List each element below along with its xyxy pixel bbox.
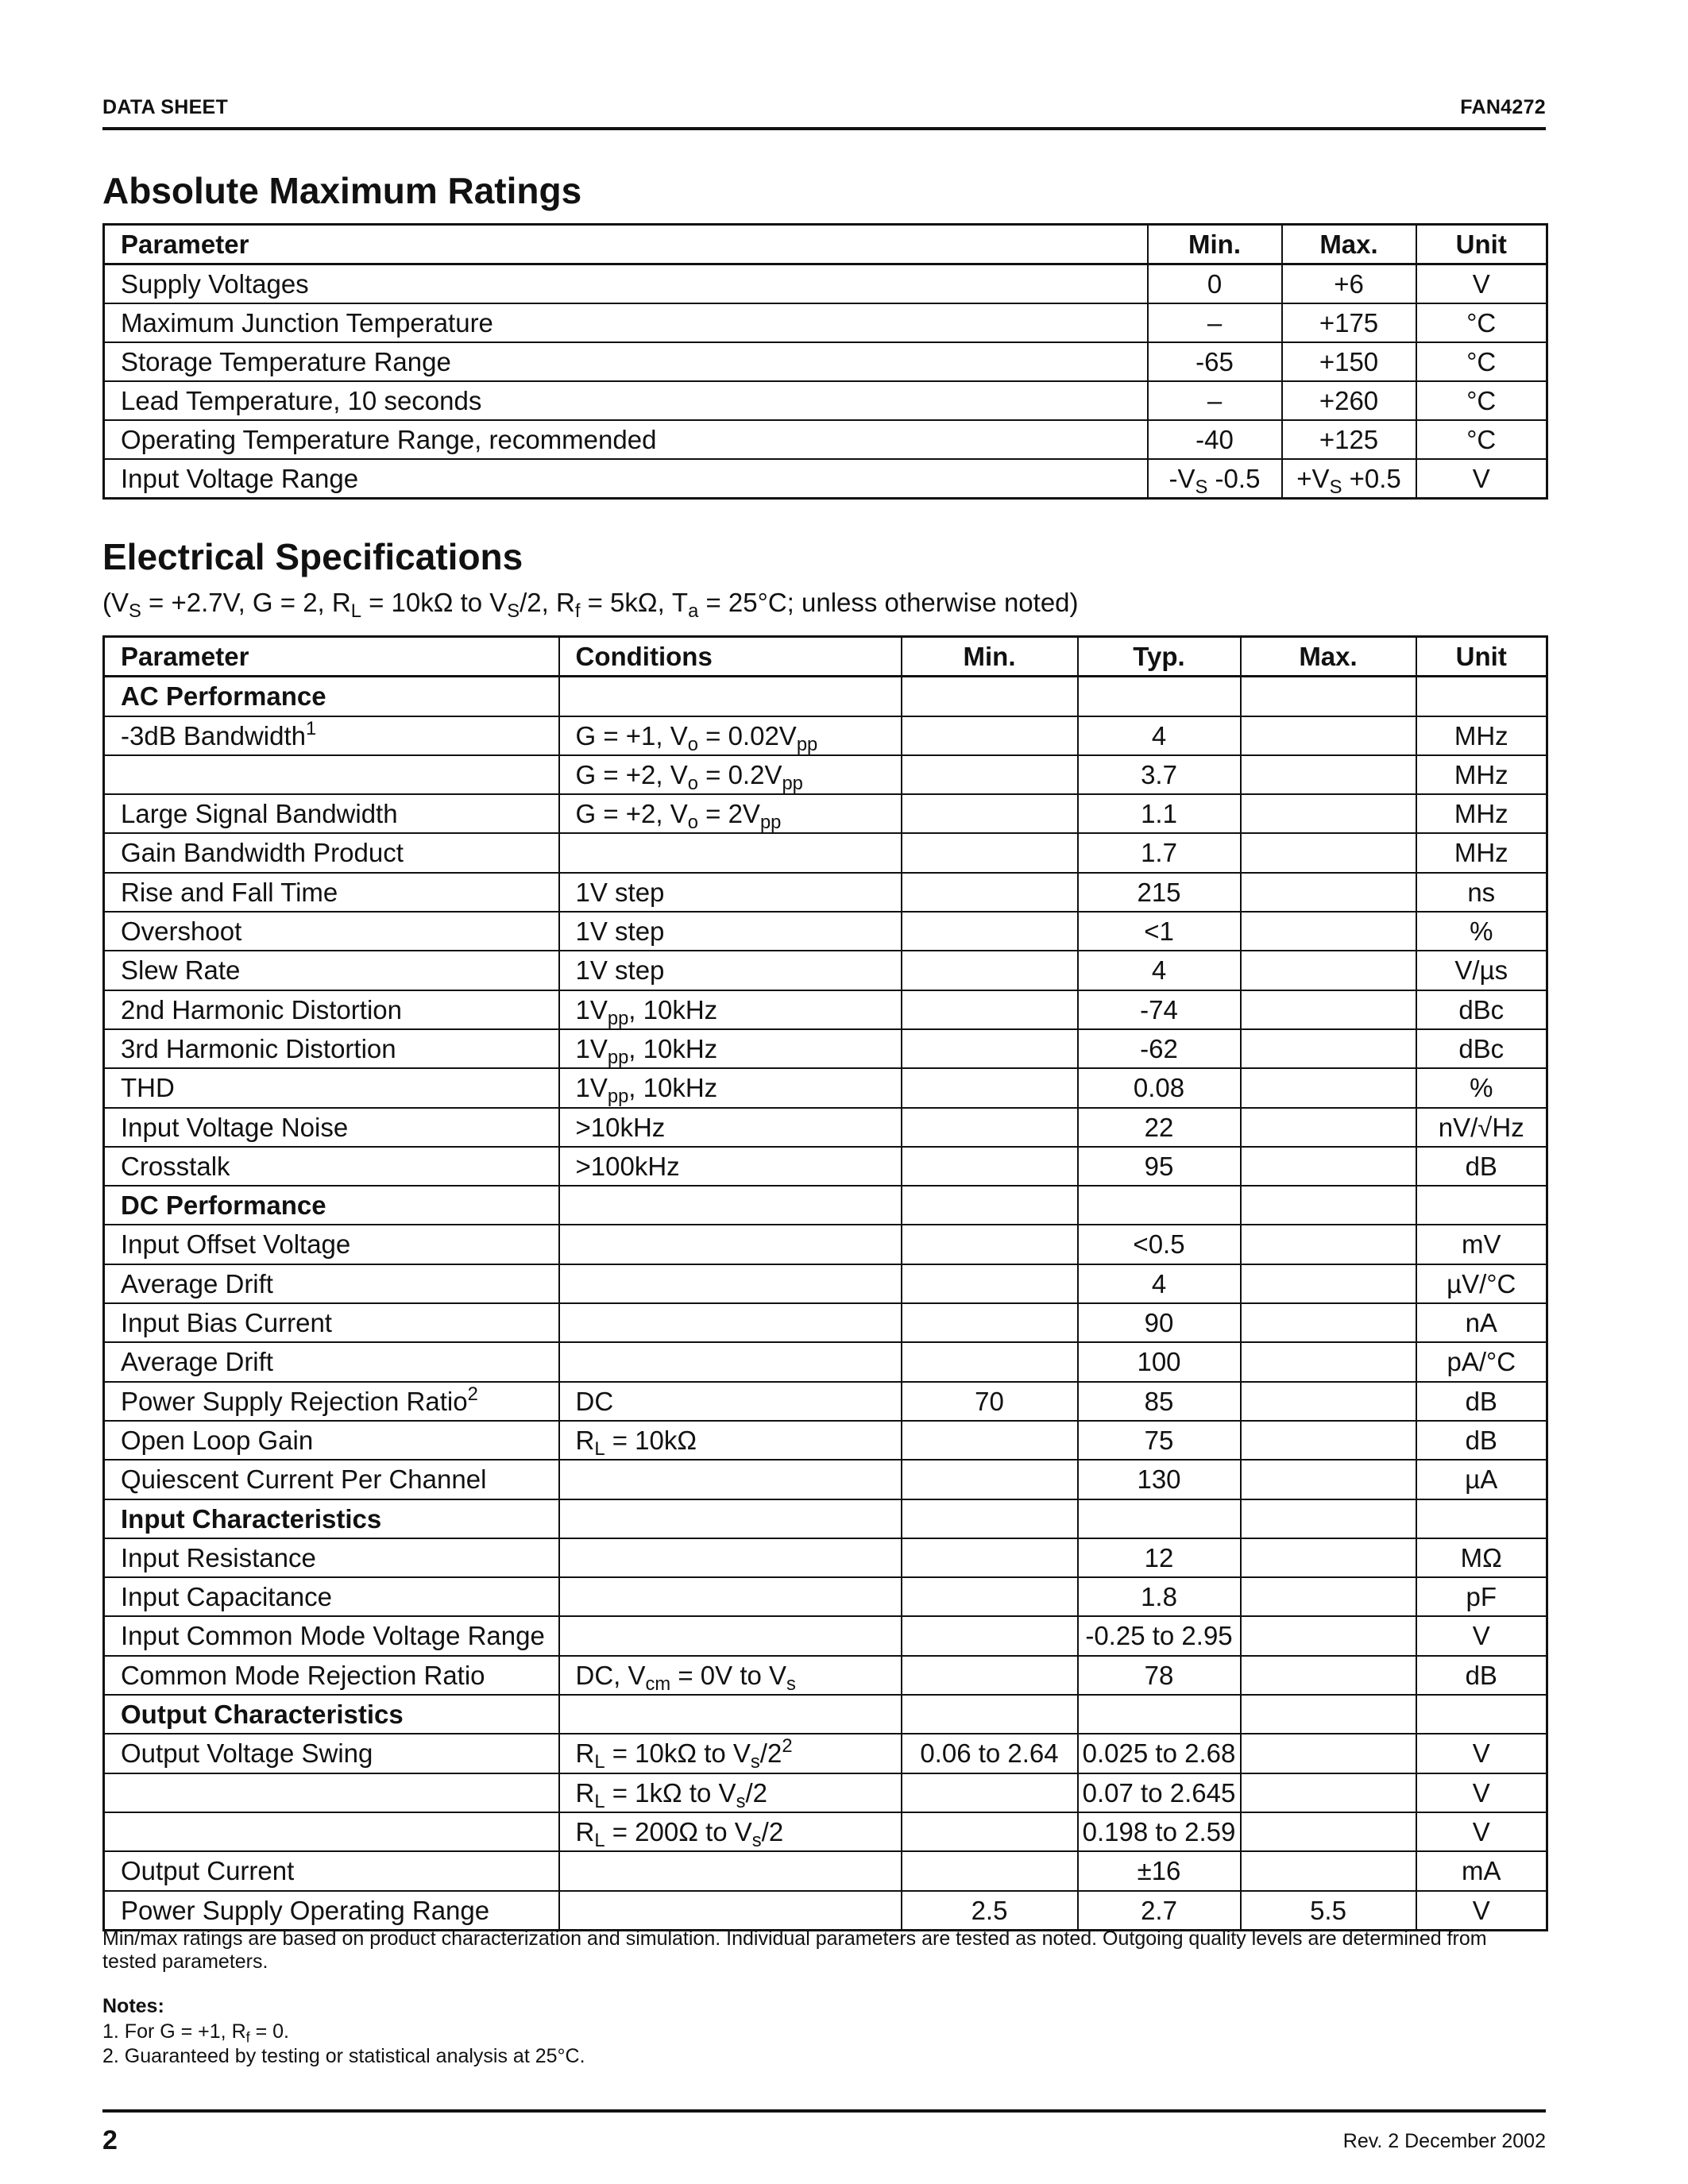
elec-row: [104, 794, 1547, 833]
elec-cell: [559, 677, 902, 716]
elec-cell: 1.7: [1078, 833, 1241, 872]
elec-cell: $1V_{pp}$, 10kHz: [559, 990, 902, 1029]
elec-row: [104, 1538, 1547, 1577]
elec-cell: Overshoot: [104, 912, 559, 951]
elec-cell: V: [1416, 1616, 1547, 1655]
elec-cell: [1078, 1186, 1241, 1225]
elec-cell: [902, 794, 1078, 833]
elec-cell: %: [1416, 1068, 1547, 1107]
elec-cell: Quiescent Current Per Channel: [104, 1460, 559, 1499]
elec-cell: MHz: [1416, 716, 1547, 755]
elec-cell: Input Bias Current: [104, 1303, 559, 1342]
elec-cell: [1241, 1734, 1416, 1773]
elec-cell: 0.198 to 2.59: [1078, 1812, 1241, 1851]
abs-max-table: [102, 223, 1548, 500]
abs-cell: °C: [1416, 303, 1547, 342]
elec-cell: [1241, 1186, 1416, 1225]
elec-row: [104, 1264, 1547, 1303]
elec-cell: 1V step: [559, 951, 902, 990]
notes-heading: Notes:: [102, 1995, 164, 2017]
ratings-footnote: Min/max ratings are based on product characterization and simulation. Individual parameters are tested as noted. Outgoing quality levels are determined from tested parameters.: [102, 1927, 1487, 1973]
elec-cell: [559, 1225, 902, 1264]
abs-cell: °C: [1416, 342, 1547, 381]
elec-row: [104, 1616, 1547, 1655]
elec-cell: [1416, 677, 1547, 716]
elec-cell: dBc: [1416, 990, 1547, 1029]
elec-cell: 3.7: [1078, 755, 1241, 794]
abs-row: [104, 459, 1547, 499]
abs-cell: +150: [1282, 342, 1416, 381]
elec-row: [104, 1342, 1547, 1381]
elec-cell: [902, 1577, 1078, 1616]
elec-cell: [902, 1538, 1078, 1577]
elec-cell: dB: [1416, 1421, 1547, 1460]
elec-cell: mA: [1416, 1851, 1547, 1890]
elec-cell: ns: [1416, 873, 1547, 912]
elec-cell: [559, 1303, 902, 1342]
elec-cell: [902, 1499, 1078, 1538]
elec-cell: [902, 912, 1078, 951]
elec-cell: dB: [1416, 1382, 1547, 1421]
elec-spec-conditions: ($V_S = +2.7V$, G = 2, $R_L = 10k\Omega$ to $V_S/2$, $R_f = 5k\Omega$, $T_a = 25^\circ C$; unless otherwise noted): [102, 588, 1079, 623]
elec-row: [104, 1734, 1547, 1773]
elec-cell: dB: [1416, 1147, 1547, 1186]
elec-cell: [1416, 1695, 1547, 1734]
elec-cell: [559, 1891, 902, 1931]
header-part-number: FAN4272: [1460, 96, 1546, 118]
elec-cell: [1241, 1812, 1416, 1851]
elec-cell: V: [1416, 1812, 1547, 1851]
abs-cell: 0: [1148, 264, 1282, 304]
elec-cell: Power Supply Operating Range: [104, 1891, 559, 1931]
elec-cell: [902, 1147, 1078, 1186]
elec-cell: [559, 1342, 902, 1381]
elec-cell: [1241, 716, 1416, 755]
elec-cell: [1241, 873, 1416, 912]
elec-cell: nA: [1416, 1303, 1547, 1342]
elec-cell: [1416, 1186, 1547, 1225]
elec-cell: 5.5: [1241, 1891, 1416, 1931]
elec-cell: Output Voltage Swing: [104, 1734, 559, 1773]
note-2: 2. Guaranteed by testing or statistical analysis at 25°C.: [102, 2045, 585, 2067]
elec-cell: V: [1416, 1891, 1547, 1931]
elec-cell: [902, 873, 1078, 912]
elec-cell: V: [1416, 1773, 1547, 1812]
elec-cell: [1241, 1773, 1416, 1812]
elec-cell: Large Signal Bandwidth: [104, 794, 559, 833]
abs-col-parameter: Parameter: [104, 225, 1148, 264]
elec-cell: [104, 1812, 559, 1851]
elec-cell: 2nd Harmonic Distortion: [104, 990, 559, 1029]
elec-row: [104, 1577, 1547, 1616]
elec-row: [104, 990, 1547, 1029]
elec-col-unit: Unit: [1416, 637, 1547, 677]
footer-divider: [102, 2109, 1546, 2113]
elec-cell: DC, $V_{cm} = 0V$ to $V_s$: [559, 1656, 902, 1695]
elec-cell: 12: [1078, 1538, 1241, 1577]
elec-cell: [902, 1851, 1078, 1890]
elec-cell: -3dB Bandwidth$^1$: [104, 716, 559, 755]
elec-cell: [1241, 1421, 1416, 1460]
elec-row: [104, 1029, 1547, 1068]
elec-cell: AC Performance: [104, 677, 559, 716]
abs-cell: Operating Temperature Range, recommended: [104, 420, 1148, 459]
elec-cell: 0.06 to 2.64: [902, 1734, 1078, 1773]
elec-cell: DC: [559, 1382, 902, 1421]
elec-cell: $R_L = 10k\Omega$: [559, 1421, 902, 1460]
elec-cell: >100kHz: [559, 1147, 902, 1186]
elec-cell: [902, 1108, 1078, 1147]
elec-cell: 4: [1078, 716, 1241, 755]
abs-cell: Input Voltage Range: [104, 459, 1148, 499]
elec-cell: pF: [1416, 1577, 1547, 1616]
elec-cell: 0.025 to 2.68: [1078, 1734, 1241, 1773]
elec-cell: ±16: [1078, 1851, 1241, 1890]
elec-cell: Input Resistance: [104, 1538, 559, 1577]
abs-cell: °C: [1416, 420, 1547, 459]
abs-col-min: Min.: [1148, 225, 1282, 264]
elec-row: [104, 951, 1547, 990]
elec-cell: >10kHz: [559, 1108, 902, 1147]
elec-cell: 1V step: [559, 912, 902, 951]
elec-cell: [902, 1264, 1078, 1303]
elec-cell: Output Current: [104, 1851, 559, 1890]
elec-cell: [902, 1303, 1078, 1342]
elec-cell: 22: [1078, 1108, 1241, 1147]
elec-cell: MΩ: [1416, 1538, 1547, 1577]
elec-row: [104, 1656, 1547, 1695]
elec-cell: [902, 1421, 1078, 1460]
elec-cell: MHz: [1416, 794, 1547, 833]
elec-cell: [1241, 1342, 1416, 1381]
elec-cell: [902, 1186, 1078, 1225]
elec-cell: pA/°C: [1416, 1342, 1547, 1381]
elec-cell: 1.1: [1078, 794, 1241, 833]
elec-cell: 1V step: [559, 873, 902, 912]
elec-row: [104, 1147, 1547, 1186]
elec-row: [104, 1108, 1547, 1147]
elec-cell: [559, 1499, 902, 1538]
elec-cell: Slew Rate: [104, 951, 559, 990]
elec-row: [104, 1812, 1547, 1851]
elec-cell: $R_L = 200\Omega$ to $V_s/2$: [559, 1812, 902, 1851]
elec-cell: [902, 1342, 1078, 1381]
elec-cell: [1241, 1499, 1416, 1538]
abs-row: [104, 342, 1547, 381]
elec-cell: [1241, 1108, 1416, 1147]
elec-cell: Average Drift: [104, 1264, 559, 1303]
elec-cell: 75: [1078, 1421, 1241, 1460]
elec-cell: [559, 1186, 902, 1225]
elec-section-row: [104, 1186, 1547, 1225]
elec-cell: [559, 1538, 902, 1577]
elec-row: [104, 1382, 1547, 1421]
note-1: 1. For G = +1, $R_f = 0$.: [102, 2020, 289, 2046]
elec-cell: 4: [1078, 1264, 1241, 1303]
elec-cell: [1241, 1616, 1416, 1655]
elec-cell: [1241, 1577, 1416, 1616]
abs-max-title: Absolute Maximum Ratings: [102, 170, 582, 211]
elec-cell: 78: [1078, 1656, 1241, 1695]
elec-cell: dB: [1416, 1656, 1547, 1695]
abs-cell: +125: [1282, 420, 1416, 459]
elec-row: [104, 1851, 1547, 1890]
elec-cell: [1241, 1303, 1416, 1342]
elec-cell: 90: [1078, 1303, 1241, 1342]
elec-cell: [902, 1656, 1078, 1695]
elec-col-parameter: Parameter: [104, 637, 559, 677]
elec-cell: µV/°C: [1416, 1264, 1547, 1303]
elec-cell: [902, 1460, 1078, 1499]
abs-cell: -65: [1148, 342, 1282, 381]
elec-header-row: [104, 637, 1547, 677]
elec-cell: 0.08: [1078, 1068, 1241, 1107]
elec-cell: G = +2, $V_o = 0.2V_{pp}$: [559, 755, 902, 794]
elec-cell: 85: [1078, 1382, 1241, 1421]
elec-row: [104, 1891, 1547, 1931]
elec-cell: [902, 716, 1078, 755]
elec-row: [104, 912, 1547, 951]
elec-cell: [902, 1029, 1078, 1068]
elec-cell: [1241, 1029, 1416, 1068]
elec-cell: Input Voltage Noise: [104, 1108, 559, 1147]
abs-cell: Lead Temperature, 10 seconds: [104, 381, 1148, 420]
elec-cell: [1241, 1264, 1416, 1303]
elec-row: [104, 873, 1547, 912]
elec-cell: [1241, 951, 1416, 990]
elec-cell: [559, 1577, 902, 1616]
elec-cell: V: [1416, 1734, 1547, 1773]
elec-cell: [1241, 677, 1416, 716]
elec-cell: [1241, 1695, 1416, 1734]
elec-cell: 1.8: [1078, 1577, 1241, 1616]
elec-cell: [902, 1773, 1078, 1812]
elec-cell: [902, 677, 1078, 716]
elec-cell: [1241, 912, 1416, 951]
elec-cell: $1V_{pp}$, 10kHz: [559, 1068, 902, 1107]
header-divider: [102, 127, 1546, 130]
elec-cell: [902, 1225, 1078, 1264]
elec-cell: Input Characteristics: [104, 1499, 559, 1538]
abs-cell: Storage Temperature Range: [104, 342, 1148, 381]
revision-date: Rev. 2 December 2002: [1342, 2130, 1546, 2152]
elec-cell: Gain Bandwidth Product: [104, 833, 559, 872]
elec-cell: [1078, 1695, 1241, 1734]
elec-cell: [1241, 833, 1416, 872]
elec-cell: Crosstalk: [104, 1147, 559, 1186]
header-doc-type: DATA SHEET: [102, 96, 229, 118]
elec-cell: [902, 1616, 1078, 1655]
elec-section-row: [104, 1499, 1547, 1538]
elec-cell: [902, 990, 1078, 1029]
elec-cell: Common Mode Rejection Ratio: [104, 1656, 559, 1695]
abs-cell: °C: [1416, 381, 1547, 420]
elec-cell: µA: [1416, 1460, 1547, 1499]
abs-col-unit: Unit: [1416, 225, 1547, 264]
elec-cell: Input Offset Voltage: [104, 1225, 559, 1264]
elec-cell: [1416, 1499, 1547, 1538]
elec-row: [104, 716, 1547, 755]
elec-cell: dBc: [1416, 1029, 1547, 1068]
elec-cell: Input Capacitance: [104, 1577, 559, 1616]
abs-row: [104, 420, 1547, 459]
abs-cell: +175: [1282, 303, 1416, 342]
elec-cell: [1241, 990, 1416, 1029]
elec-col-max: Max.: [1241, 637, 1416, 677]
elec-row: [104, 755, 1547, 794]
abs-cell: Maximum Junction Temperature: [104, 303, 1148, 342]
elec-row: [104, 1225, 1547, 1264]
elec-cell: [1078, 677, 1241, 716]
abs-cell: $+V_S +0.5$: [1282, 459, 1416, 499]
elec-col-typ: Typ.: [1078, 637, 1241, 677]
elec-cell: Open Loop Gain: [104, 1421, 559, 1460]
elec-cell: G = +2, $V_o = 2V_{pp}$: [559, 794, 902, 833]
elec-cell: G = +1, $V_o = 0.02V_{pp}$: [559, 716, 902, 755]
elec-cell: MHz: [1416, 755, 1547, 794]
elec-cell: [1241, 794, 1416, 833]
elec-cell: [1241, 1460, 1416, 1499]
abs-row: [104, 303, 1547, 342]
elec-cell: [559, 1616, 902, 1655]
elec-cell: 3rd Harmonic Distortion: [104, 1029, 559, 1068]
elec-cell: nV/√Hz: [1416, 1108, 1547, 1147]
elec-cell: [902, 951, 1078, 990]
elec-cell: <0.5: [1078, 1225, 1241, 1264]
elec-row: [104, 1421, 1547, 1460]
elec-cell: 4: [1078, 951, 1241, 990]
elec-cell: 215: [1078, 873, 1241, 912]
elec-cell: -0.25 to 2.95: [1078, 1616, 1241, 1655]
elec-cell: [902, 1812, 1078, 1851]
elec-cell: Average Drift: [104, 1342, 559, 1381]
abs-cell: V: [1416, 459, 1547, 499]
elec-cell: [1241, 1147, 1416, 1186]
elec-cell: [104, 1773, 559, 1812]
elec-cell: [902, 1695, 1078, 1734]
elec-cell: [1078, 1499, 1241, 1538]
elec-cell: Power Supply Rejection Ratio$^2$: [104, 1382, 559, 1421]
elec-cell: [559, 1851, 902, 1890]
elec-cell: -74: [1078, 990, 1241, 1029]
elec-spec-title: Electrical Specifications: [102, 536, 523, 577]
elec-cell: [104, 755, 559, 794]
elec-col-min: Min.: [902, 637, 1078, 677]
abs-col-max: Max.: [1282, 225, 1416, 264]
elec-cell: [902, 755, 1078, 794]
elec-section-row: [104, 677, 1547, 716]
elec-row: [104, 1460, 1547, 1499]
abs-cell: V: [1416, 264, 1547, 304]
elec-cell: [1241, 1538, 1416, 1577]
elec-row: [104, 1773, 1547, 1812]
elec-cell: Rise and Fall Time: [104, 873, 559, 912]
elec-cell: 2.7: [1078, 1891, 1241, 1931]
elec-col-conditions: Conditions: [559, 637, 902, 677]
elec-row: [104, 1068, 1547, 1107]
elec-spec-table: [102, 635, 1548, 1931]
elec-cell: [1241, 1068, 1416, 1107]
elec-row: [104, 1303, 1547, 1342]
elec-cell: [559, 1460, 902, 1499]
elec-cell: THD: [104, 1068, 559, 1107]
elec-cell: V/µs: [1416, 951, 1547, 990]
elec-cell: mV: [1416, 1225, 1547, 1264]
elec-cell: [1241, 1225, 1416, 1264]
elec-cell: Output Characteristics: [104, 1695, 559, 1734]
elec-cell: [559, 1695, 902, 1734]
elec-cell: 0.07 to 2.645: [1078, 1773, 1241, 1812]
elec-cell: <1: [1078, 912, 1241, 951]
elec-cell: 95: [1078, 1147, 1241, 1186]
abs-header-row: [104, 225, 1547, 264]
abs-row: [104, 264, 1547, 304]
elec-cell: 70: [902, 1382, 1078, 1421]
elec-cell: [1241, 1382, 1416, 1421]
elec-cell: %: [1416, 912, 1547, 951]
page-number: 2: [102, 2125, 118, 2155]
abs-cell: –: [1148, 381, 1282, 420]
abs-cell: –: [1148, 303, 1282, 342]
elec-cell: [1241, 1656, 1416, 1695]
elec-cell: [902, 1068, 1078, 1107]
elec-cell: DC Performance: [104, 1186, 559, 1225]
elec-cell: [559, 1264, 902, 1303]
elec-cell: $R_L = 1k\Omega$ to $V_s/2$: [559, 1773, 902, 1812]
abs-cell: -40: [1148, 420, 1282, 459]
abs-row: [104, 381, 1547, 420]
elec-cell: [1241, 1851, 1416, 1890]
elec-cell: [1241, 755, 1416, 794]
elec-cell: $R_L = 10k\Omega$ to $V_s/2^2$: [559, 1734, 902, 1773]
elec-cell: 2.5: [902, 1891, 1078, 1931]
elec-row: [104, 833, 1547, 872]
elec-cell: MHz: [1416, 833, 1547, 872]
abs-cell: +260: [1282, 381, 1416, 420]
elec-cell: -62: [1078, 1029, 1241, 1068]
abs-cell: $-V_S$ -0.5: [1148, 459, 1282, 499]
elec-cell: [902, 833, 1078, 872]
elec-cell: [559, 833, 902, 872]
elec-cell: Input Common Mode Voltage Range: [104, 1616, 559, 1655]
abs-cell: +6: [1282, 264, 1416, 304]
elec-section-row: [104, 1695, 1547, 1734]
abs-cell: Supply Voltages: [104, 264, 1148, 304]
elec-cell: 130: [1078, 1460, 1241, 1499]
elec-cell: $1V_{pp}$, 10kHz: [559, 1029, 902, 1068]
elec-cell: 100: [1078, 1342, 1241, 1381]
